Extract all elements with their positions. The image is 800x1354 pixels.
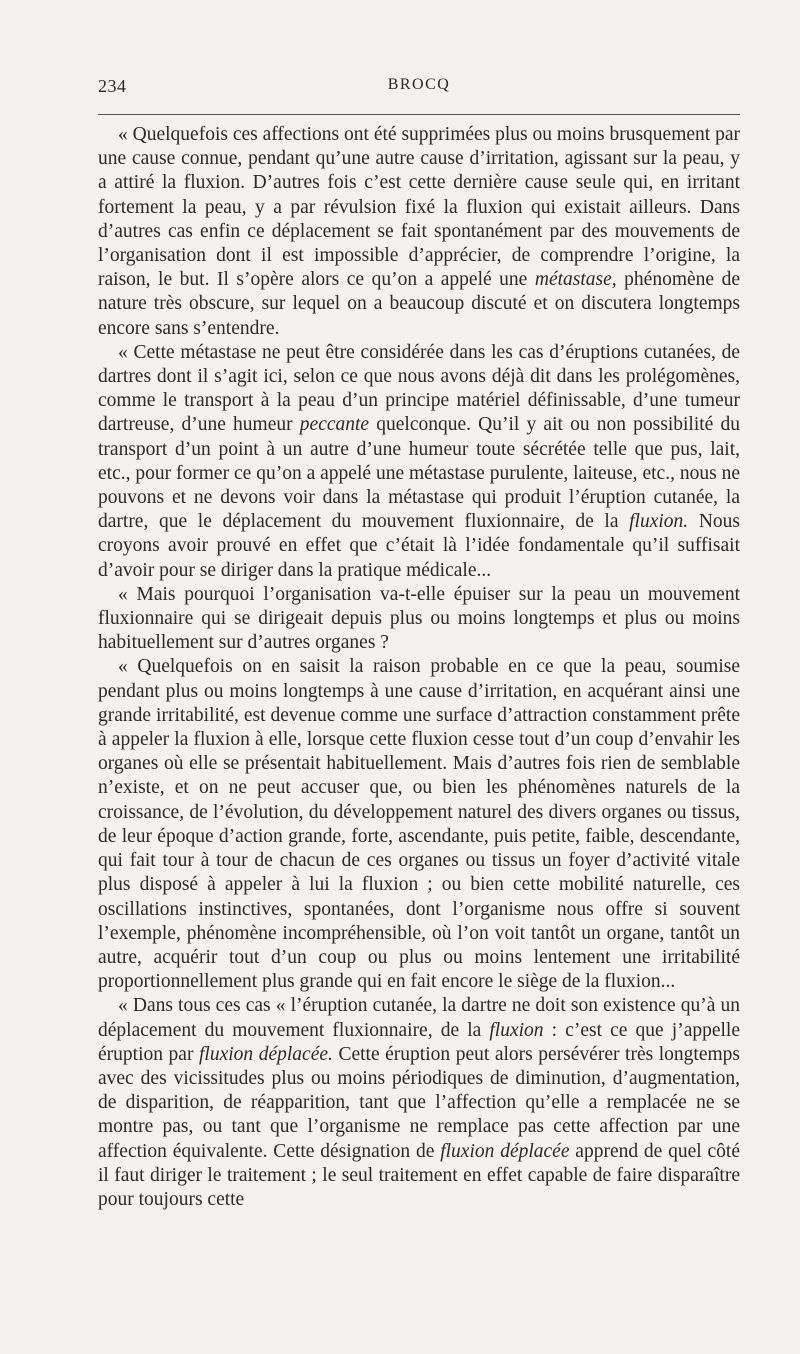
text-run: quelconque. Qu’il y ait ou non possibilité du transport d’un point à un autre d’une humeur toute sécrétée telle que pus, lait, etc., pour former ce qu’on a appelé une métastase purulente, laiteuse, etc., nous ne pouvons et ne devons voir dans la métastase qui produit l’éruption cutanée, la dartre, que le déplacement du mouvement fluxionnaire, de la: [98, 414, 740, 533]
text-run: « Dans tous ces cas « l’éruption cutanée, la dartre ne doit son existence qu’à un déplacement du mouvement fluxionnaire, de la: [98, 995, 740, 1041]
running-head: [98, 76, 740, 100]
italic-run: fluxion.: [629, 511, 689, 533]
italic-run: fluxion déplacée: [440, 1140, 570, 1162]
italic-run: fluxion: [489, 1019, 544, 1041]
page-number: 234: [98, 76, 127, 96]
text-run: phénomène de nature très obscure, sur lequel on a beaucoup discuté et on discutera longtemps encore sans s’entendre.: [98, 269, 740, 339]
body-text: [98, 123, 740, 1212]
italic-run: fluxion déplacée.: [199, 1043, 333, 1065]
running-title: BROCQ: [387, 76, 451, 93]
italic-run: métastase,: [534, 269, 617, 291]
paragraph: [98, 123, 740, 341]
text-run: « Cette métastase ne peut être considérée dans les cas d’éruptions cutanées, de dartres dont il s’agit ici, selon ce que nous avons déjà dit dans les prolégomènes, comme le transport à la peau d’un principe matériel définissable, d’une tumeur dartreuse, d’une humeur: [98, 341, 740, 436]
italic-run: peccante: [299, 414, 370, 436]
text-run: « Quelquefois on en saisit la raison probable en ce que la peau, soumise pendant plus ou moins longtemps à une cause d’irritation, en acquérant ainsi une grande irritabilité, est devenue comme une surface d’attraction constamment prête à appeler la fluxion à elle, lorsque cette fluxion cesse tout d’un coup d’envahir les organes où elle se présentait habituellement. Mais d’autres fois rien de semblable n’existe, et on ne peut accuser que, ou bien les phénomènes naturels de la croissance, de l’évolution, du développement naturel des divers organes ou tissus, de leur époque d’action grande, forte, ascendante, puis petite, faible, descendante, qui fait tour à tour de chacun de ces organes ou tissus un foyer d’activité vitale plus disposé à appeler à lui la fluxion ; ou bien cette mobilité naturelle, ces oscillations instinctives, spontanées, dont l’organisme nous offre si souvent l’exemple, phénomène incompréhensible, où l’on voit tantôt un organe, tantôt un autre, acquérir tout d’un coup ou plus ou moins lentement une irritabilité proportionnellement plus grande qui en fait encore le siège de la fluxion...: [98, 656, 740, 993]
text-run: « Quelquefois ces affections ont été supprimées plus ou moins brusquement par une cause connue, pendant qu’une autre cause d’irritation, agissant sur la peau, y a attiré la fluxion. D’autres fois c’est cette dernière cause seule qui, en irritant fortement la peau, y a par révulsion fixé la fluxion qui existait ailleurs. Dans d’autres cas enfin ce déplacement se fait spontanément par des mouvements de l’organisation dont il est impossible d’apprécier, de comprendre l’origine, la raison, le but. Il s’opère alors ce qu’on a appelé une: [98, 124, 740, 291]
text-run: Nous croyons avoir prouvé en effet que c’était là l’idée fondamentale qu’il suffisait d’avoir pour se diriger dans la pratique médicale...: [98, 511, 740, 581]
paragraph: [98, 655, 740, 994]
paragraph: [98, 994, 740, 1212]
paragraph: [98, 583, 740, 656]
text-run: Cette éruption peut alors persévérer très longtemps avec des vicissitudes plus ou moins périodiques de diminution, d’augmentation, de disparition, de réapparition, tant que l’affection qu’elle a remplacée ne se montre pas, ou tant que l’organisme ne remplace pas cette affection par une affection équivalente. Cette désignation de: [98, 1043, 740, 1162]
text-run: : c’est ce que j’appelle éruption par: [98, 1019, 741, 1065]
text-run: apprend de quel côté il faut diriger le traitement ; le seul traitement en effet capable de faire disparaître pour toujours cette: [98, 1140, 740, 1210]
header-rule: [98, 114, 740, 115]
paragraph: [98, 341, 740, 583]
text-run: « Mais pourquoi l’organisation va-t-elle épuiser sur la peau un mouvement fluxionnaire qui se dirigeait depuis plus ou moins longtemps et plus ou moins habituellement sur d’autres organes ?: [98, 583, 740, 654]
